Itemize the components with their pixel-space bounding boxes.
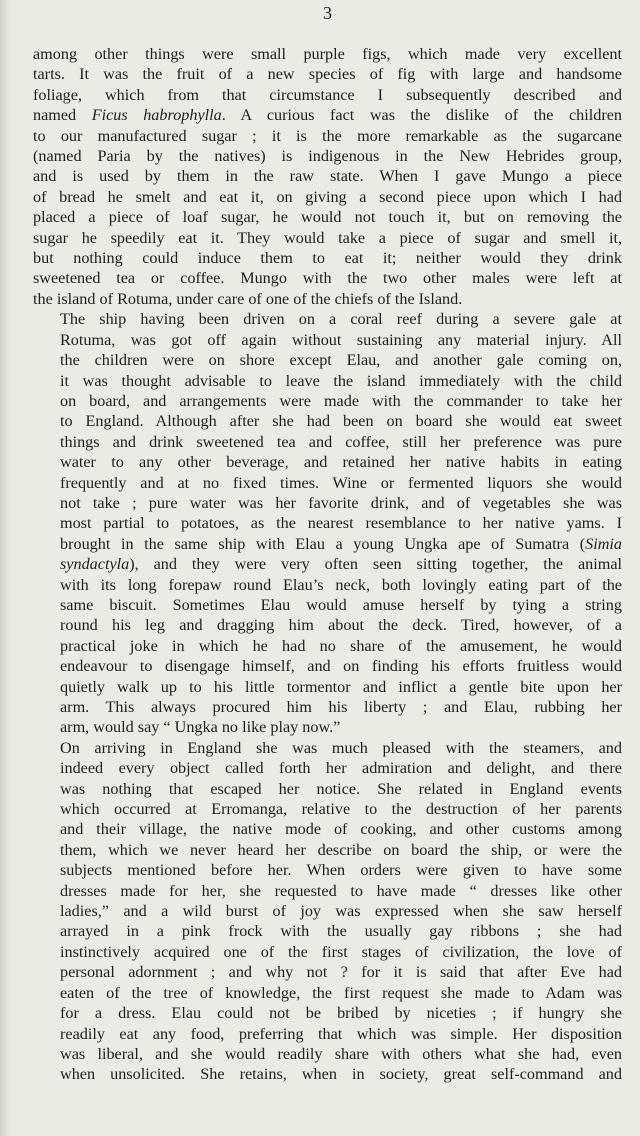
text-line: arrayed in a pink frock with the usually gay ribbons ; she had — [60, 922, 622, 941]
text-line: arm. This always procured him his liberty ; and Elau, rubbing her — [60, 698, 622, 716]
paragraph-ship-and-ungka — [33, 309, 622, 738]
text-line: not take ; pure water was her favorite drink, and of vegetables she was — [60, 493, 622, 512]
species-name: Ficus habrophylla — [91, 106, 222, 125]
text-line: round his leg and dragging him about the deck. Tired, however, of a — [60, 616, 622, 635]
text-line: was nothing that escaped her notice. She related in England events — [60, 779, 622, 798]
text-line: (named Paria by the natives) is indigenous in the New Hebrides group, — [33, 147, 622, 166]
text-line: things and drink sweetened tea and coffee, still her preference was pure — [60, 432, 622, 451]
text-line: the children were on shore except Elau, and another gale coming on, — [60, 351, 622, 370]
text-line: to England. Although after she had been on board she would eat sweet — [60, 412, 622, 431]
text-line: it was thought advisable to leave the island immediately with the child — [60, 371, 622, 390]
text-line: brought in the same ship with Elau a young Ungka ape of Sumatra (Simia — [60, 534, 622, 553]
text-line: which occurred at Erromanga, relative to the destruction of her parents — [60, 800, 622, 819]
text-line: quietly walk up to his little tormentor and inflict a gentle bite upon her — [60, 677, 622, 696]
text-line: on board, and arrangements were made with the commander to take her — [60, 391, 622, 410]
text-line: instinctively acquired one of the first stages of civilization, the love of — [60, 942, 622, 961]
paragraph-figs-and-sugar — [33, 44, 622, 309]
text-line: among other things were small purple figs, which made very excellent — [33, 45, 622, 63]
text-line: placed a piece of loaf sugar, he would not touch it, but on removing the — [33, 208, 622, 227]
text-line: foliage, which from that circumstance I subsequently described and — [33, 85, 622, 104]
text-line: tarts. It was the fruit of a new species of fig with large and handsome — [33, 65, 622, 84]
text-line: eaten of the tree of knowledge, the first request she made to Adam was — [60, 983, 622, 1002]
page-number: 3 — [323, 3, 332, 23]
text-line: sugar he speedily eat it. They would take a piece of sugar and smell it, — [33, 228, 622, 247]
text-line: same biscuit. Sometimes Elau would amuse herself by tying a string — [60, 595, 622, 614]
text-line: practical joke in which he had no share of the amusement, he would — [60, 636, 622, 655]
text-line: of bread he smelt and eat it, on giving a second piece upon which I had — [33, 187, 622, 206]
text-line: but nothing could induce them to eat it; neither would they drink — [33, 249, 622, 268]
text-line: when unsolicited. She retains, when in society, great self-command and — [60, 1065, 622, 1084]
species-name: Simia — [585, 534, 622, 553]
text-line: for a dress. Elau could not be bribed by niceties ; if hungry she — [60, 1004, 622, 1023]
text-line: frequently and at no fixed times. Wine or fermented liquors she would — [60, 473, 622, 492]
text-line: and their village, the native mode of cooking, and other customs among — [60, 820, 622, 839]
text-line: personal adornment ; and why not ? for it is said that after Eve had — [60, 963, 622, 982]
text-line: readily eat any food, preferring that which was simple. Her disposition — [60, 1024, 622, 1043]
text-line: the island of Rotuma, under care of one of the chiefs of the Island. — [33, 289, 463, 308]
text-line: was liberal, and she would readily share with others what she had, even — [60, 1044, 622, 1063]
text-line: them, which we never heard her describe on board the ship, or were the — [60, 840, 622, 859]
text-line: ladies,” and a wild burst of joy was expressed when she saw herself — [60, 902, 622, 921]
text-line: The ship having been driven on a coral reef during a severe gale at — [60, 310, 622, 329]
text-line: water to any other beverage, and retained her native habits in eating — [60, 453, 622, 472]
text-line: most partial to potatoes, as the nearest resemblance to her native yams. I — [60, 514, 622, 533]
text-line: dresses made for her, she requested to have made “ dresses like other — [60, 881, 622, 900]
text-line: indeed every object called forth her admiration and delight, and there — [60, 759, 622, 778]
text-line: Rotuma, was got off again without sustaining any material injury. All — [60, 330, 622, 349]
text-line: endeavour to disengage himself, and on finding his efforts fruitless would — [60, 657, 622, 676]
text-line: On arriving in England she was much pleased with the steamers, and — [60, 738, 622, 757]
text-line: syndactyla), and they were very often seen sitting together, the animal — [60, 555, 622, 574]
species-name: syndactyla — [60, 555, 130, 574]
paragraph-arrival-in-england — [33, 738, 622, 1085]
text-line: and is used by them in the raw state. When I gave Mungo a piece — [33, 167, 622, 186]
text-line: subjects mentioned before her. When orders were given to have some — [60, 861, 622, 880]
text-line: named Ficus habrophylla. A curious fact was the dislike of the children — [33, 106, 622, 125]
page-edge-shadow — [0, 0, 10, 1136]
text-line: to our manufactured sugar ; it is the more remarkable as the sugarcane — [33, 126, 622, 145]
text-line: with its long forepaw round Elau’s neck, both lovingly eating part of the — [60, 575, 622, 594]
text-line: sweetened tea or coffee. Mungo with the two other males were left at — [33, 269, 622, 288]
text-line: arm, would say “ Ungka no like play now.” — [60, 718, 341, 737]
